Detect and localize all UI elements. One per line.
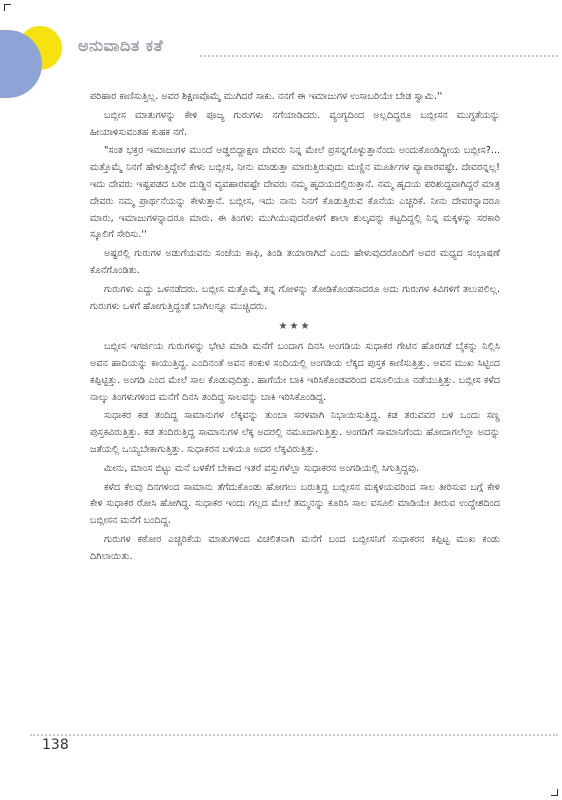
paragraph: ಬಬ್ಲೀಸ ಇಗರ್ಜಿಯ ಗುರುಗಳನ್ನು ಭೇಟಿ ಮಾಡಿ ಮನೆಗೆ ಬಂದಾಗ ದಿನಸಿ ಅಂಗಡಿಯ ಸುಧಾಕರ ಗೇಟಿನ ಹೊರಗಡೆ ಬೈಕನ್ನು ನಿಲ್ಲಿಸಿ ಅವನ ಹಾದಿಯನ್ನು ಕಾಯುತ್ತಿದ್ದ. ಎಂದಿನಂತೆ ಅವನ ಕಂಕುಳ ಸಂದಿಯಲ್ಲಿ ಅಂಗಡಿಯ ಲೆಕ್ಕದ ಪುಸ್ತಕ ಕಾಣಿಸುತ್ತಿತ್ತು. ಅವನ ಮುಖ ಸಿಟ್ಟಿಂದ ಕಪ್ಪಿಟ್ಟಿತ್ತು. ಅಂಗಡಿ ಎಂದ ಮೇಲೆ ಸಾಲ ಕೊಡುವುದಿತ್ತು. ಹಾಗೆಯೇ ಬಾಕಿ ಇರಿಸಿಕೊಂಡವರಿಂದ ವಸೂಲಿಯೂ ನಡೆಯುತ್ತಿತ್ತು. ಬಬ್ಲೀಸ ಕಳೆದ ನಾಲ್ಕು ತಿಂಗಳುಗಳಿಂದ ಮನೆಗೆ ದಿನಸಿ ತಂದಿದ್ದ ಸಾಲವನ್ನು ಬಾಕಿ ಇರಿಸಿಕೊಂಡಿದ್ದ. bbox=[90, 341, 500, 403]
paragraph: ಕಳೆದ ಕೆಲವು ದಿನಗಳಿಂದ ಸಾಮಾನು ತೆಗೆದುಕೊಂಡು ಹೋಗಲು ಬರುತ್ತಿದ್ದ ಬಬ್ಲೀಸನ ಮಕ್ಕಳಿಯವರಿಂದ ಸಾಲ ತೀರಿಸುವ ಬಗ್ಗೆ ಕೇಳಿ ಕೇಳಿ ಸುಧಾಕರ ರೋಸಿ ಹೋಗಿದ್ದ. ಸುಧಾಕರ ಇಂದು ಗಲ್ಲದ ಮೇಲೆ ತಮ್ಮನನ್ನು ಕೂರಿಸಿ ಸಾಲ ವಸೂಲಿ ಮಾಡಿಯೇ ತೀರುವ ಉದ್ದೇಶದಿಂದ ಬಬ್ಲೀಸನ ಮನೆಗೆ ಬಂದಿದ್ದ. bbox=[90, 481, 500, 527]
paragraph: ಗುರುಗಳ ಕಠೋರ ಎಚ್ಚರಿಕೆಯ ಮಾತುಗಳಿಂದ ವಿಚಲಿತನಾಗಿ ಮನೆಗೆ ಬಂದ ಬಬ್ಲೀಸನಿಗೆ ಸುಧಾಕರನ ಕಪ್ಪಿಟ್ಟ ಮುಖ ಕಂಡು ದಿಗಿಲಾಯಿತು. bbox=[90, 533, 500, 562]
paragraph: ಸುಧಾಕರ ಕಡ ತಂದಿದ್ದ ಸಾಮಾನುಗಳ ಲೆಕ್ಕವನ್ನು ತುಂಬಾ ಸರಳವಾಗಿ ನಿಭಾಯಿಸುತ್ತಿದ್ದ. ಕಡ ತರುವವರ ಬಳಿ ಒಂದು ಸಣ್ಣ ಪುಸ್ತಕವಿರುತ್ತಿತ್ತು. ಕಡ ತಂದಿರುತ್ತಿದ್ದ ಸಾಮಾನುಗಳ ಲೆಕ್ಕ ಅದರಲ್ಲಿ ನಮೂದಾಗುತ್ತಿತ್ತು. ಅಂಗಡಿಗೆ ಸಾಮಾನಿಗೆಂದು ಹೋದಾಗಲೆಲ್ಲಾ ಅದನ್ನು ಜತೆಯಲ್ಲಿ ಒಯ್ಯಬೇಕಾಗುತ್ತಿತ್ತು. ಸುಧಾಕರನ ಬಳಿಯೂ ಅದರ ಲೆಕ್ಕವಿರುತ್ತಿತ್ತು. bbox=[90, 410, 500, 455]
paragraph: ಪರಿಹಾರ ಕಾಣಿಸುತ್ತಿಲ್ಲ. ಅವರ ಶಿಕ್ಷಣವೊಮ್ಮೆ ಮುಗಿದರೆ ಸಾಕು. ನನಗೆ ಈ ಇಮಾಜುಗಳ ಉಸಾಬರಿಯೇ ಬೇಡ ಸ್ವಾಮಿ.'' bbox=[90, 91, 443, 102]
paragraph: ಗುರುಗಳು ಎದ್ದು ಒಳನಡೆದರು. ಬಬ್ಲೀಸ ಮತ್ತೊಮ್ಮೆ ತನ್ನ ಗೋಳನ್ನು ತೋಡಿಕೊಂಡನಾದರೂ ಅದು ಗುರುಗಳ ಕಿವಿಗಳಿಗೆ ತಲುಪಲಿಲ್ಲ. ಗುರುಗಳು ಒಳಗೆ ಹೋಗುತ್ತಿದ್ದಂತೆ ಬಾಗಿಲನ್ನೂ ಮುಚ್ಚಿದರು. bbox=[90, 283, 500, 312]
crop-mark-bottom-right bbox=[551, 789, 558, 796]
story-body bbox=[90, 89, 500, 568]
paragraph: "ಸಂತ ಭಕ್ತರ ಇಮಾಜುಗಳ ಮುಂದೆ ಅಡ್ಡಬಿದ್ದಾಕ್ಷಣ ದೇವರು ನಿನ್ನ ಮೇಲೆ ಪ್ರಸನ್ನಗೊಳ್ಳುತ್ತಾನೆಂದು ಅಂದುಕೊಂಡಿದ್ದೀಯ ಬಬ್ಲೀಸ?... ಮತ್ತೊಮ್ಮೆ ನಿನಗೆ ಹೇಳುತ್ತಿದ್ದೇನೆ ಕೇಳು ಬಬ್ಲೀಸ, ನೀನು ಮಾಡುತ್ತಾ ಮಾರುತ್ತಿರುವುದು ಮಣ್ಣಿನ ಮೂರ್ತಿಗಳ ವ್ಯಾಪಾರವಷ್ಟೇ. ದೇವರನ್ನಲ್ಲ! ಇದು ದೇವರು ಇಷ್ಟಪಡದ ಬರೀ ದುಡ್ಡಿನ ವ್ಯವಹಾರವಷ್ಟೇ ದೇವರು ನಮ್ಮ ಹೃದಯದಲ್ಲಿರುತ್ತಾನೆ. ನಮ್ಮ ಹೃದಯ ಪರಿಶುದ್ಧವಾಗಿದ್ದರೆ ಮಾತ್ರ ದೇವರು ನಮ್ಮ ಪ್ರಾರ್ಥನೆಯನ್ನು ಕೇಳುತ್ತಾನೆ. ಬಬ್ಲೀಸ, ಇದು ನಾನು ನಿನಗೆ ಕೊಡುತ್ತಿರುವ ಕೊನೆಯ ಎಚ್ಚರಿಕೆ. ನೀನು ದೇವರನ್ನಾದರೂ ಮಾರು, ಇಮಾಜುಗಳನ್ನಾದರೂ ಮಾರು. ಈ ತಿಂಗಳು ಮುಗಿಯುವುದರೊಳಗೆ ಶಾಲಾ ಶುಲ್ಕವನ್ನು ಕಟ್ಟದಿದ್ದಲ್ಲಿ ನಿನ್ನ ಮಕ್ಕಳನ್ನು ಸರಕಾರಿ ಸ್ಕೂಲಿಗೆ ಸೇರಿಸು.'' bbox=[90, 145, 500, 241]
footer-dotted-rule bbox=[30, 734, 558, 736]
paragraph: ಬಬ್ಲೀಸ ಮಾತುಗಳನ್ನು ಕೇಳಿ ಪೂಜ್ಯ ಗುರುಗಳು ನಗೆಯಾಡಿದರು. ವ್ಯಂಗ್ಯದಿಂದ ಅಲ್ಲದಿದ್ದರೂ ಬಬ್ಲೀಸನ ಮುಗ್ಧತೆಯನ್ನು ಹೀಯಾಳಿಸುವಂತಹ ಕುಹಕ ನಗೆ. bbox=[90, 109, 500, 138]
section-header-title: ಅನುವಾದಿತ ಕತೆ bbox=[78, 36, 164, 55]
page-number: 138 bbox=[42, 737, 69, 753]
paragraph: ಅಷ್ಟರಲ್ಲಿ ಗುರುಗಳ ಅಡುಗೆಯವನು ಸಂಜೆಯ ಕಾಫಿ, ತಿಂಡಿ ತಯಾರಾಗಿದೆ ಎಂದು ಹೇಳುವುದರೊಂದಿಗೆ ಅವರ ಮಧ್ಯದ ಸಂಭಾಷಣೆ ಕೊನೆಗೊಂಡಿತು. bbox=[90, 248, 500, 276]
crop-mark-top-left bbox=[4, 4, 11, 11]
section-separator-stars: ★★★ bbox=[278, 321, 312, 333]
paragraph: ಮೀನು, ಮಾಂಸ ಬಿಟ್ಟು ಮನೆ ಬಳಕೆಗೆ ಬೇಕಾದ ಇತರೆ ವಸ್ತುಗಳೆಲ್ಲಾ ಸುಧಾಕರನ ಅಂಗಡಿಯಲ್ಲಿ ಸಿಗುತ್ತಿದ್ದವು. bbox=[104, 462, 419, 474]
header-dotted-rule bbox=[200, 55, 558, 57]
